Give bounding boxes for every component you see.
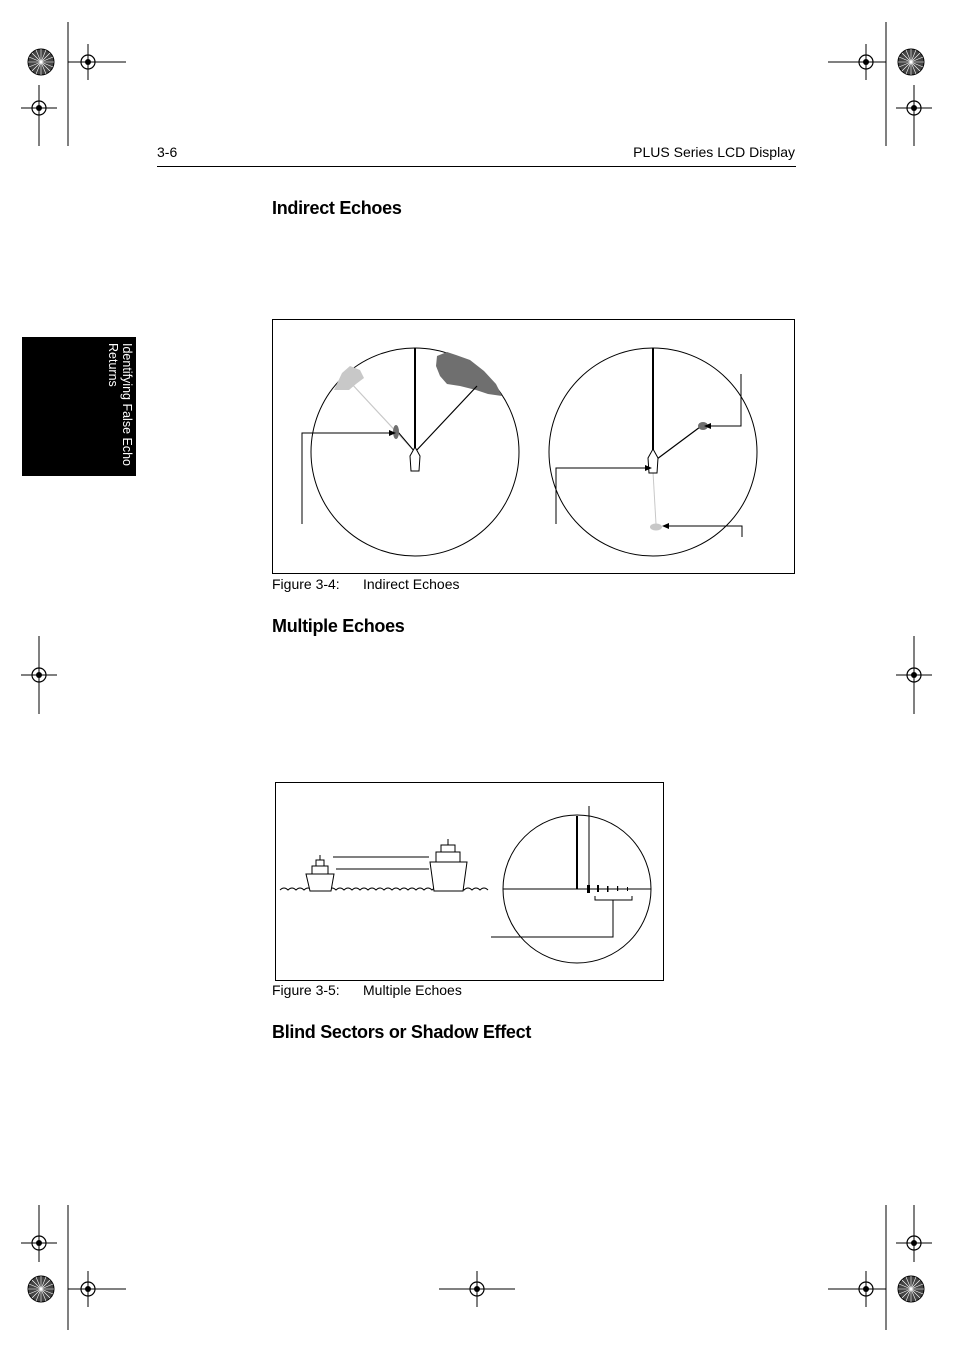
echo-mark-5 xyxy=(627,887,628,891)
radar-display-right xyxy=(549,348,757,556)
side-tab-line-2: Returns xyxy=(106,343,120,387)
echo-mark-4 xyxy=(617,886,618,891)
figure-caption-3-5 xyxy=(272,982,462,998)
side-tab-text xyxy=(106,343,134,473)
registration-mark-bottom-right xyxy=(828,1205,932,1330)
registration-mark-top-left xyxy=(21,22,126,146)
figure-multiple-echoes xyxy=(276,783,664,981)
false-echo-target xyxy=(393,425,399,439)
figure-title-3-4: Indirect Echoes xyxy=(363,576,460,592)
figure-number-3-4: Figure 3-4: xyxy=(272,576,340,592)
figure-title-3-5: Multiple Echoes xyxy=(363,982,462,998)
ship-small xyxy=(306,855,334,891)
figure-indirect-echoes xyxy=(273,320,795,574)
heading-blind-sectors: Blind Sectors or Shadow Effect xyxy=(272,1022,532,1042)
heading-indirect-echoes: Indirect Echoes xyxy=(272,198,402,218)
figure-caption-3-4 xyxy=(272,576,460,592)
figure-number-3-5: Figure 3-5: xyxy=(272,982,340,998)
manual-title: PLUS Series LCD Display xyxy=(633,144,795,160)
radar-display-left xyxy=(302,348,519,556)
false-echo-ghost xyxy=(650,524,662,531)
page-number: 3-6 xyxy=(157,144,178,160)
ship-large xyxy=(430,839,467,891)
radar-display-multiple xyxy=(491,806,651,963)
header-rule xyxy=(157,166,796,167)
side-tab-line-1: Identifying False Echo xyxy=(120,343,134,466)
registration-mark-top-right xyxy=(828,22,932,146)
registration-mark-bottom-left xyxy=(21,1205,126,1330)
chapter-side-tab xyxy=(22,337,136,476)
echo-mark-2 xyxy=(597,885,599,892)
heading-multiple-echoes: Multiple Echoes xyxy=(272,616,405,636)
echo-mark-1 xyxy=(587,885,590,893)
echo-mark-3 xyxy=(607,886,609,892)
